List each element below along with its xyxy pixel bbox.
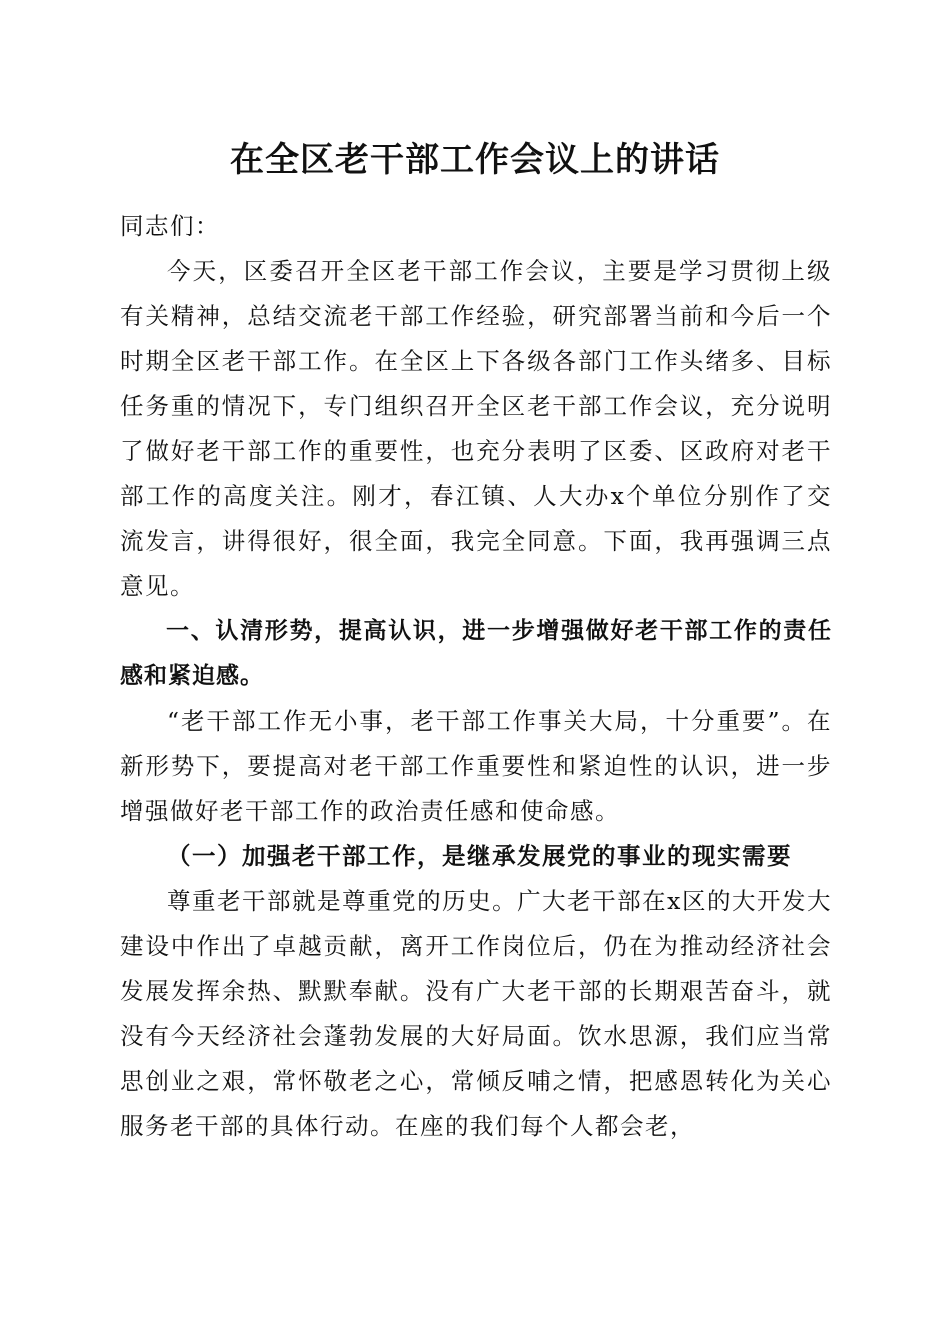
subsection-heading-1: （一）加强老干部工作，是继承发展党的事业的现实需要	[167, 842, 792, 870]
paragraph-intro: 今天，区委召开全区老干部工作会议，主要是学习贯彻上级有关精神，总结交流老干部工作经验，研究部署当前和今后一个时期全区老干部工作。在全区上下各级各部门工作头绪多、目标任务重的情况下，专门组织召开全区老干部工作会议，充分说明了做好老干部工作的重要性，也充分表明了区委、区政府对老干部工作的高度关注。刚才，春江镇、人大办x个单位分别作了交流发言，讲得很好，很全面，我完全同意。下面，我再强调三点意见。	[120, 257, 832, 600]
document-body	[120, 204, 832, 1149]
document-title: 在全区老干部工作会议上的讲话	[230, 140, 720, 180]
paragraph-respect: 尊重老干部就是尊重党的历史。广大老干部在x区的大开发大建设中作出了卓越贡献，离开工作岗位后，仍在为推动经济社会发展发挥余热、默默奉献。没有广大老干部的长期艰苦奋斗，就没有今天经济社会蓬勃发展的大好局面。饮水思源，我们应当常思创业之艰，常怀敬老之心，常倾反哺之情，把感恩转化为关心服务老干部的具体行动。在座的我们每个人都会老，	[120, 887, 832, 1140]
paragraph-quote: “老干部工作无小事，老干部工作事关大局，十分重要”。在新形势下，要提高对老干部工作重要性和紧迫性的认识，进一步增强做好老干部工作的政治责任感和使命感。	[120, 707, 832, 825]
section-heading-1: 一、认清形势，提高认识，进一步增强做好老干部工作的责任感和紧迫感。	[120, 618, 832, 689]
salutation: 同志们：	[120, 212, 220, 240]
